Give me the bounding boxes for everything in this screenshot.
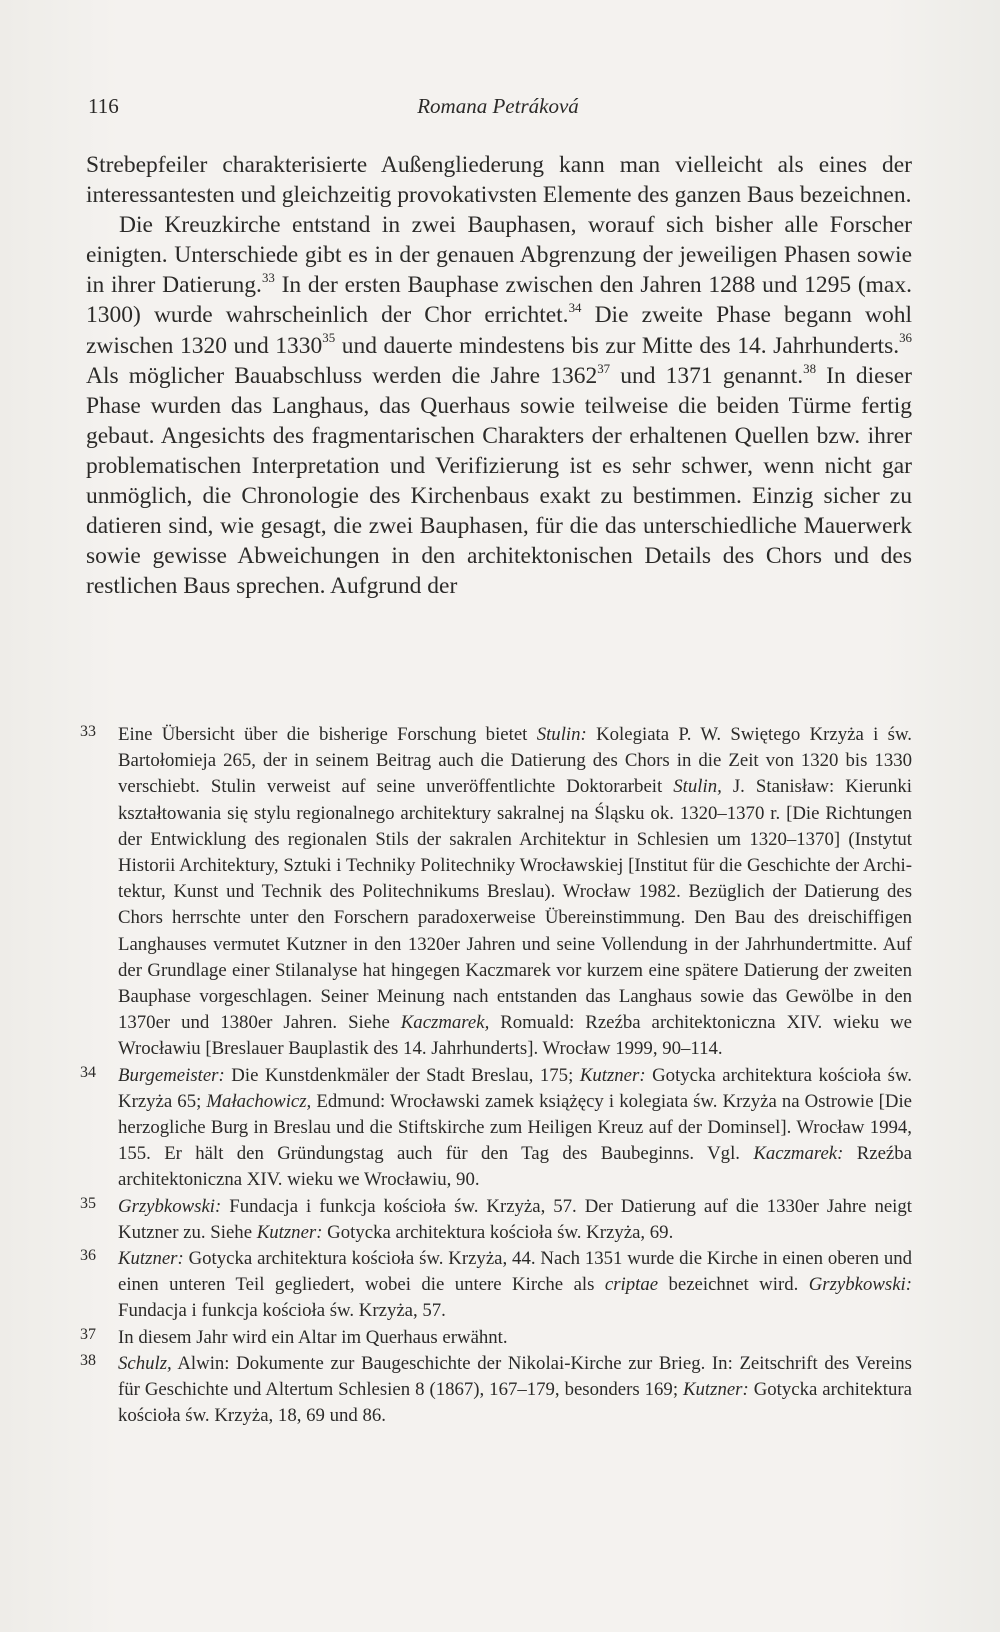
footnote-number: 35 <box>80 1194 96 1212</box>
footnote-text <box>118 1196 912 1243</box>
paragraph-2 <box>86 210 912 601</box>
footnote-citation-author: Kutzner: <box>118 1248 184 1270</box>
footnote-citation-author: Grzybkowski: <box>808 1274 913 1296</box>
footnote-33 <box>80 722 912 1063</box>
footnote-text-run: Alwin: Dokumente zur Baugeschichte der Nikolai-Kirche zur Brieg. In: Zeitschrift des Vereins für Geschichte und Altertum Schlesien 8 (1867), 167–179, besonders 169; <box>118 1352 912 1401</box>
footnote-text-run: Gotycka architektura kościoła św. Krzyża, 69. <box>322 1221 674 1243</box>
footnote-36 <box>80 1246 912 1325</box>
paragraph-1: Strebepfeiler charakterisierte Außengliederung kann man vielleicht als eines der interessantesten und gleichzeitig provokativsten Elemente des ganzen Baus bezeichnen. <box>86 152 912 209</box>
main-text <box>86 150 912 601</box>
footnote-37 <box>80 1325 912 1351</box>
footnote-ref-34[interactable]: 34 <box>568 300 582 316</box>
page-number: 116 <box>88 94 119 118</box>
footnote-citation-author: Schulz, <box>118 1352 172 1374</box>
footnote-38 <box>80 1351 912 1430</box>
footnote-text <box>118 1327 508 1348</box>
footnote-text-run: In diesem Jahr wird ein Altar im Querhaus erwähnt. <box>118 1326 508 1348</box>
footnote-35 <box>80 1194 912 1246</box>
footnote-text <box>118 724 912 1059</box>
footnote-number: 37 <box>80 1325 96 1343</box>
footnote-ref-35[interactable]: 35 <box>322 330 336 346</box>
footnote-34 <box>80 1063 912 1194</box>
footnote-citation-author: Burgemeister: <box>118 1064 225 1086</box>
footnote-text-run: bezeichnet wird. <box>658 1274 809 1296</box>
footnote-citation-author: criptae <box>604 1274 659 1296</box>
text-run: Die zweite Phase begann wohl zwischen 1320 und 1330 <box>86 302 912 359</box>
footnote-ref-33[interactable]: 33 <box>261 270 275 286</box>
footnote-citation-author: Kutzner: <box>256 1221 323 1243</box>
footnote-text-run: Rzeźba architektoniczna XIV. wieku we Wrocławiu, 90. <box>118 1143 912 1191</box>
footnote-citation-author: Kutzner: <box>683 1379 749 1401</box>
footnotes-section <box>80 722 912 1429</box>
footnote-text-run: Romuald: Rzeźba architektoniczna XIV. wieku we Wrocławiu [Breslauer Bauplastik des 14. Jahrhunderts]. Wrocław 1999, 90–114. <box>118 1012 912 1060</box>
running-head-author: Romana Petráková <box>417 94 579 118</box>
footnote-ref-36[interactable]: 36 <box>899 330 912 346</box>
footnote-ref-37[interactable]: 37 <box>597 360 611 376</box>
footnote-number: 38 <box>80 1351 96 1369</box>
footnote-text-run: Fundacja i funkcja kościoła św. Krzyża, 57. Der Datierung auf die 1330er Jahre neigt Kutzner zu. Siehe <box>118 1195 912 1243</box>
footnote-citation-author: Małachowicz, <box>206 1090 312 1112</box>
footnote-citation-author: Kaczmarek: <box>753 1143 844 1165</box>
footnote-text-run: Kolegiata P. W. Swiętego Krzyża i św. Bartołomieja 265, der in seinem Beitrag auch die Datierung des Chors in die Zeit von 1320 bis 1330 verschiebt. Stulin verweist auf seine unveröffentlichte Doktorarbeit <box>118 724 912 798</box>
footnote-text-run: Fundacja i funkcja kościoła św. Krzyża, 57. <box>118 1300 446 1322</box>
footnote-text-run: Gotycka architektura kościoła św. Krzyża, 18, 69 und 86. <box>118 1379 912 1427</box>
footnote-citation-author: Kaczmarek, <box>400 1012 490 1034</box>
footnote-text-run: Die Kunstdenkmäler der Stadt Breslau, 175; <box>224 1064 580 1086</box>
footnote-number: 36 <box>80 1247 96 1265</box>
text-run: und 1371 genannt. <box>610 362 804 389</box>
footnote-citation-author: Kutzner: <box>579 1064 646 1086</box>
footnote-citation-author: Stulin, <box>673 776 722 798</box>
footnote-text <box>118 1248 912 1321</box>
footnote-number: 33 <box>80 723 96 740</box>
footnote-text-run: Gotycka architektura kościoła św. Krzyża, 44. Nach 1351 wurde die Kirche in einen oberen und einen unteren Teil gegliedert, wobei die untere Kirche als <box>118 1248 912 1296</box>
footnote-number: 34 <box>80 1063 96 1081</box>
text-run: Die Kreuzkirche entstand in zwei Bauphasen, worauf sich bisher alle Forscher einigten. Unterschiede gibt es in der genauen Abgrenzung der jeweiligen Phasen sowie in ihrer Datierung. <box>86 212 912 299</box>
footnote-ref-38[interactable]: 38 <box>803 360 817 376</box>
footnote-citation-author: Stulin: <box>536 724 587 745</box>
text-run: Als möglicher Bauabschluss werden die Jahre 1362 <box>86 362 598 389</box>
text-run: In dieser Phase wurden das Langhaus, das Querhaus sowie teilweise die beiden Türme fertig gebaut. Angesichts des fragmentarischen Charakters der erhaltenen Quellen bzw. ihrer problematischen Interpretation und Verifizierung ist es sehr schwer, wenn nicht gar unmöglich, die Chronologie des Kirchenbaus exakt zu bestimmen. Einzig sicher zu datieren sind, wie gesagt, die zwei Bauphasen, für die das unterschiedliche Mauerwerk sowie gewisse Abweichungen in den architektonischen Details des Chors und des restlichen Baus sprechen. Aufgrund der <box>86 362 913 600</box>
footnote-text-run: Gotycka architektura kościoła św. Krzyża 65; <box>118 1064 912 1112</box>
text-run: und dauerte mindestens bis zur Mitte des 14. Jahrhunderts. <box>335 332 900 359</box>
footnote-citation-author: Grzybkowski: <box>118 1195 222 1217</box>
text-run: In der ersten Bauphase zwischen den Jahren 1288 und 1295 (max. 1300) wurde wahrscheinlich der Chor errichtet. <box>86 272 912 329</box>
footnote-text-run: Eine Übersicht über die bisherige Forschung bietet <box>118 724 537 745</box>
footnote-text <box>118 1065 912 1191</box>
footnote-text-run: J. Stanisław: Kierunki kształtowania się stylu regionalnego architektury sakralnej na Śląsku ok. 1320–1370 r. [Die Richtungen der Entwicklung des regionalen Stils der sakralen Architektur in Schlesien um 1320–1370] (Instytut Historii Architektury, Sztuki i Techniky Politechniky Wrocławskiej [Institut für die Geschichte der Architektur, Kunst und Technik des Politechnikums Breslau). Wrocław 1982. Bezüglich der Datierung des Chors herrschte unter den Forschern paradoxerweise Übereinstimmung. Den Bau des dreischiffigen Langhauses vermutet Kutzner in den 1320er Jahren und seine Vollendung in der Jahrhundertmitte. Auf der Grundlage einer Stilanalyse hat hingegen Kaczmarek vor kurzem eine spätere Datierung der zweiten Bauphase vorgeschlagen. Seiner Meinung nach entstanden das Langhaus sowie das Gewölbe in den 1370er und 1380er Jahren. Siehe <box>118 776 912 1034</box>
footnote-text <box>118 1353 912 1426</box>
footnote-text-run: Edmund: Wrocławski zamek książęcy i kolegiata św. Krzyża na Ostrowie [Die herzogliche Burg in Breslau und die Stiftskirche zum Heiligen Kreuz auf der Dominsel]. Wrocław 1994, 155. Er hält den Gründungstag auch für den Tag des Baubeginns. Vgl. <box>118 1090 913 1165</box>
page-header <box>88 94 908 124</box>
